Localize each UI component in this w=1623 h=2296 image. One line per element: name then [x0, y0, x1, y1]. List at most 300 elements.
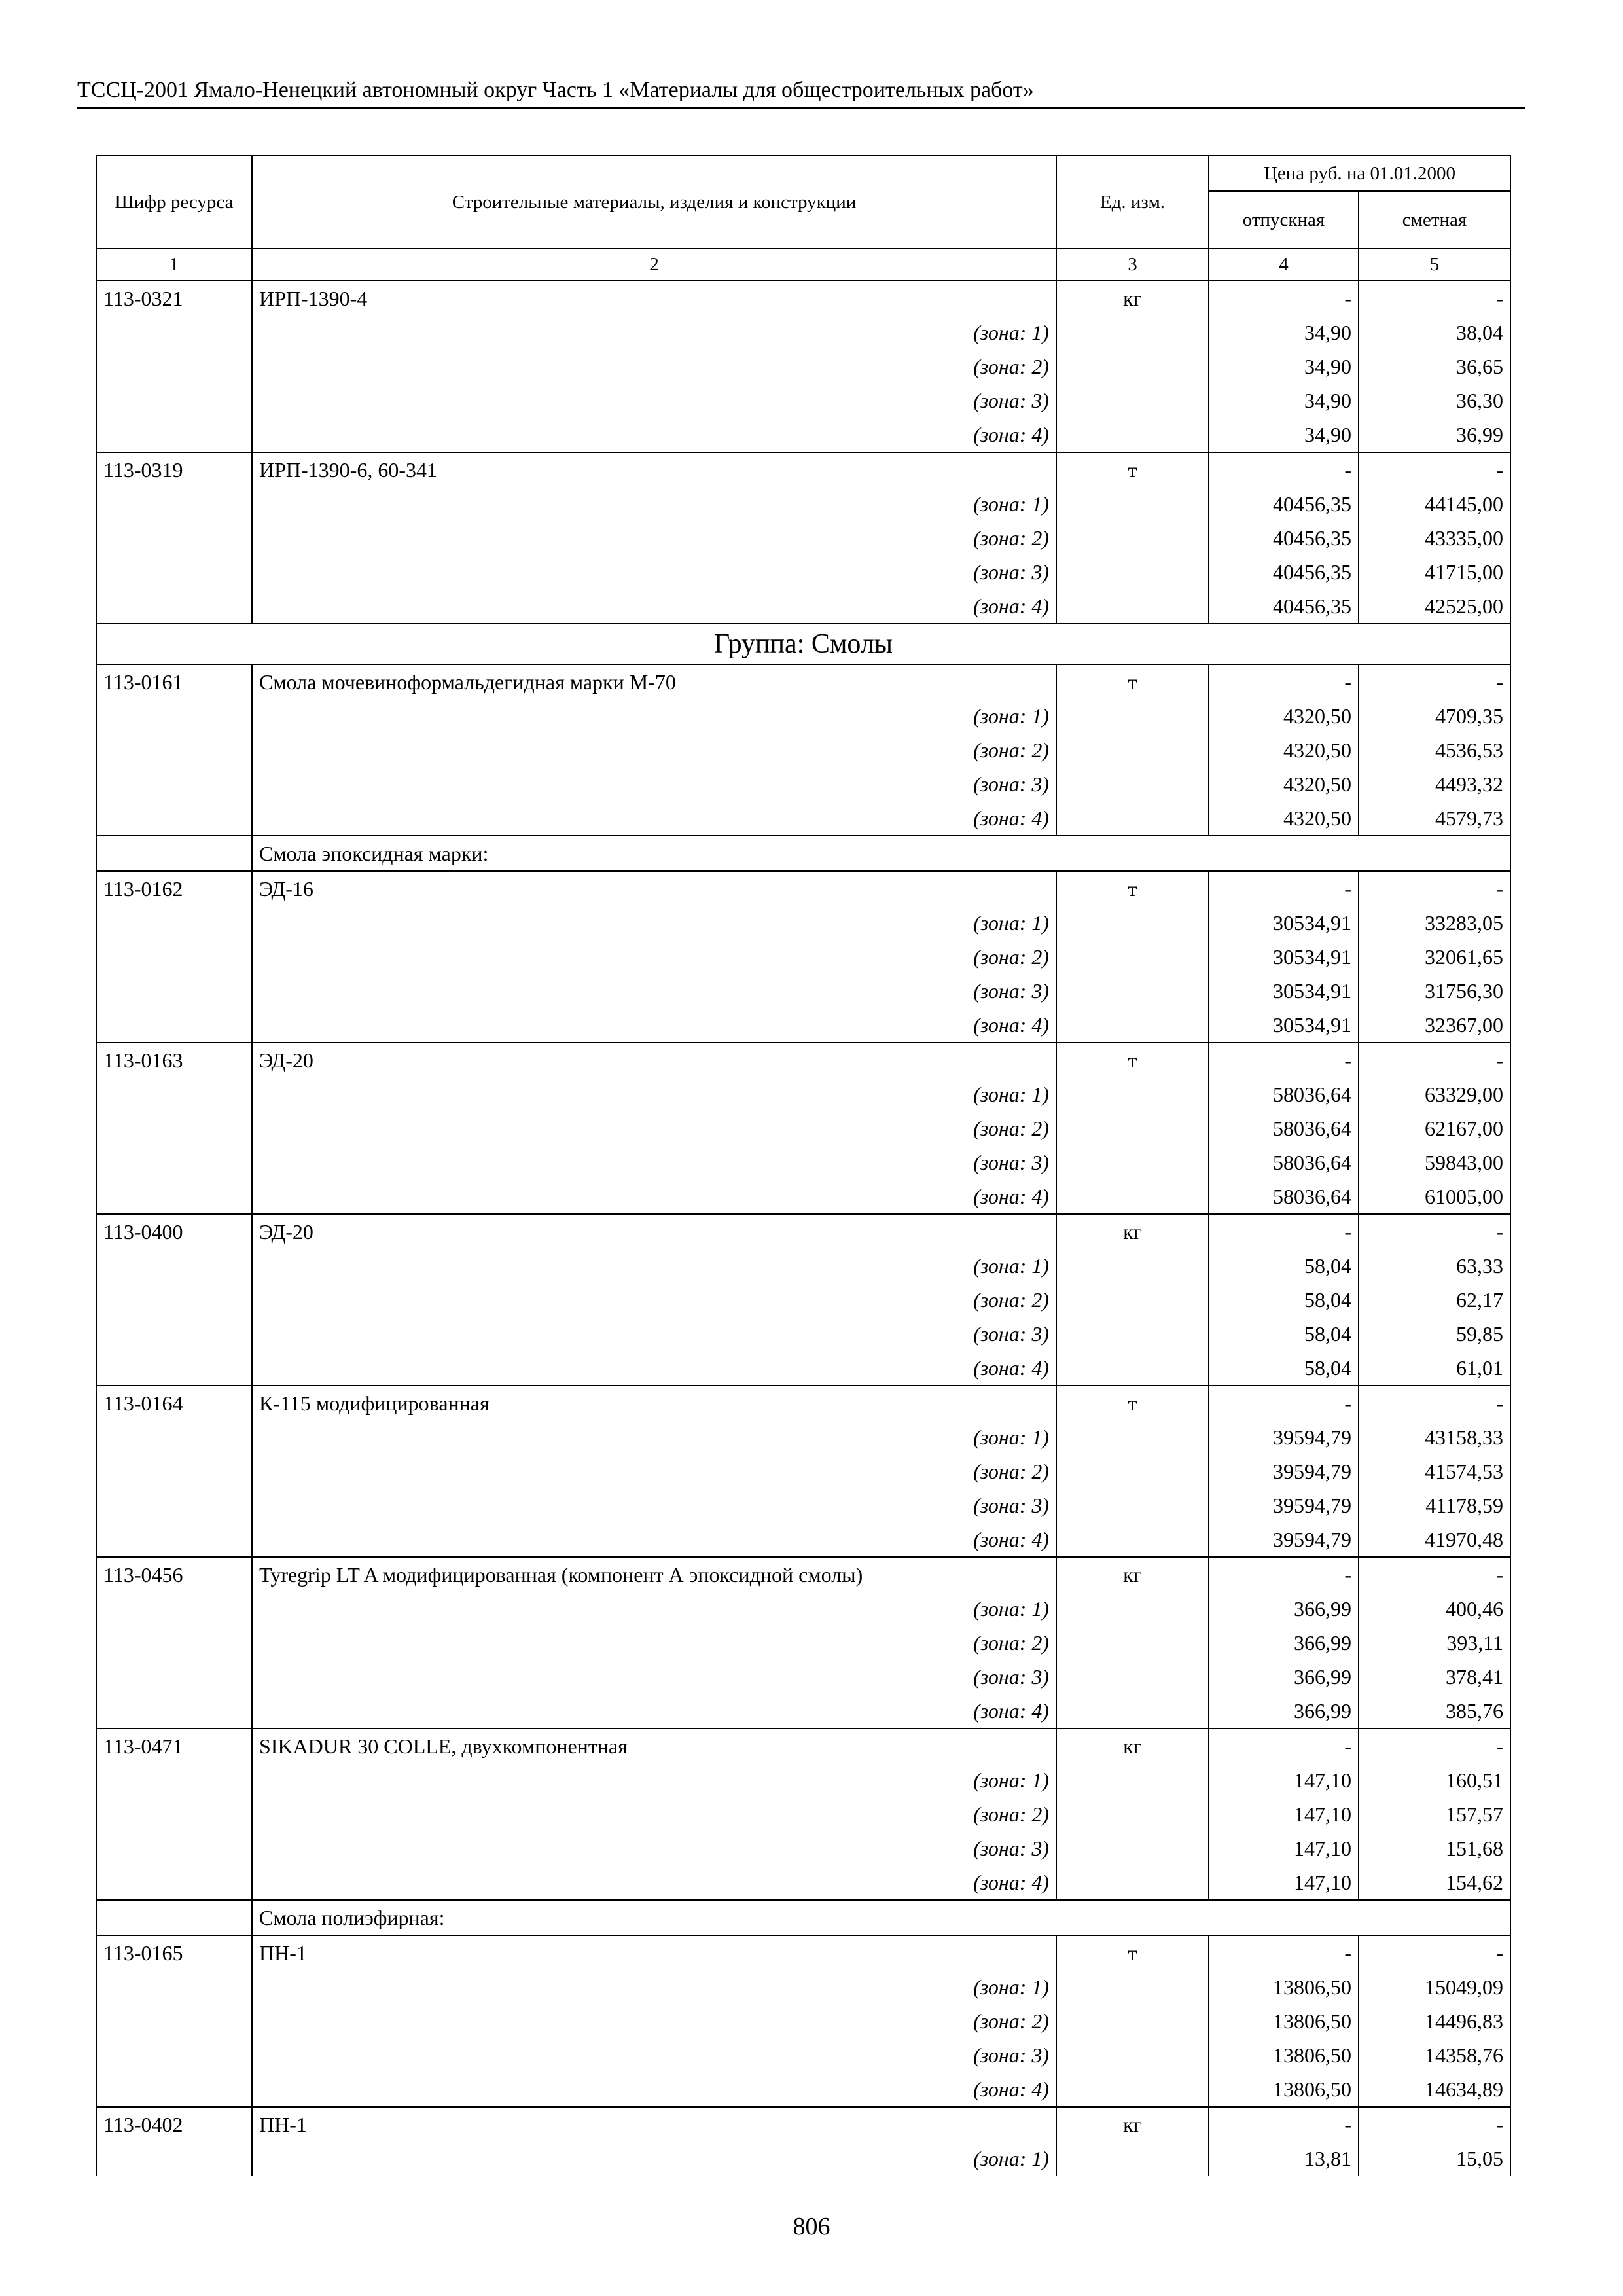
item-row	[96, 1214, 1510, 1249]
release-price: 147,10	[1209, 1865, 1359, 1900]
zone-unit-cell	[1056, 350, 1209, 384]
zone-row	[96, 767, 1510, 801]
col-header-estimate: сметная	[1359, 191, 1510, 249]
zone-row	[96, 733, 1510, 767]
estimate-price: -	[1359, 1386, 1510, 1420]
release-price: 30534,91	[1209, 940, 1359, 974]
col-header-code: Шифр ресурса	[96, 156, 252, 249]
release-price: 40456,35	[1209, 589, 1359, 624]
zone-label: (зона: 2)	[252, 940, 1056, 974]
zone-unit-cell	[1056, 1865, 1209, 1900]
estimate-price: -	[1359, 2107, 1510, 2142]
estimate-price: 4579,73	[1359, 801, 1510, 836]
zone-code-cell	[96, 1008, 252, 1043]
zone-unit-cell	[1056, 733, 1209, 767]
estimate-price: 393,11	[1359, 1626, 1510, 1660]
zone-code-cell	[96, 1797, 252, 1831]
item-row	[96, 281, 1510, 315]
zone-code-cell	[96, 384, 252, 418]
estimate-price: 41178,59	[1359, 1488, 1510, 1522]
zone-code-cell	[96, 1660, 252, 1694]
zone-label: (зона: 1)	[252, 1249, 1056, 1283]
zone-code-cell	[96, 1077, 252, 1111]
estimate-price: 14358,76	[1359, 2038, 1510, 2072]
zone-unit-cell	[1056, 1694, 1209, 1729]
resource-code: 113-0471	[96, 1729, 252, 1763]
zone-unit-cell	[1056, 2038, 1209, 2072]
page-number: 806	[793, 2213, 830, 2240]
zone-label: (зона: 2)	[252, 1454, 1056, 1488]
release-price: -	[1209, 452, 1359, 487]
release-price: -	[1209, 1557, 1359, 1592]
zone-unit-cell	[1056, 1179, 1209, 1214]
zone-code-cell	[96, 1626, 252, 1660]
zone-code-cell	[96, 767, 252, 801]
estimate-price: 61005,00	[1359, 1179, 1510, 1214]
zone-code-cell	[96, 2004, 252, 2038]
estimate-price: 42525,00	[1359, 589, 1510, 624]
estimate-price: 154,62	[1359, 1865, 1510, 1900]
zone-row	[96, 801, 1510, 836]
zone-unit-cell	[1056, 1488, 1209, 1522]
zone-code-cell	[96, 1283, 252, 1317]
subheading-row	[96, 836, 1510, 871]
material-name: К-115 модифицированная	[252, 1386, 1056, 1420]
zone-unit-cell	[1056, 2142, 1209, 2176]
zone-label: (зона: 4)	[252, 801, 1056, 836]
estimate-price: 62,17	[1359, 1283, 1510, 1317]
unit: кг	[1056, 281, 1209, 315]
release-price: 4320,50	[1209, 699, 1359, 733]
subheading-label: Смола полиэфирная:	[252, 1900, 1510, 1935]
zone-code-cell	[96, 350, 252, 384]
estimate-price: -	[1359, 1935, 1510, 1970]
zone-row	[96, 2142, 1510, 2176]
zone-row	[96, 315, 1510, 350]
material-name: SIKADUR 30 COLLE, двухкомпонентная	[252, 1729, 1056, 1763]
release-price: 366,99	[1209, 1660, 1359, 1694]
resource-code: 113-0165	[96, 1935, 252, 1970]
zone-code-cell	[96, 1694, 252, 1729]
release-price: 34,90	[1209, 350, 1359, 384]
zone-unit-cell	[1056, 1626, 1209, 1660]
unit: т	[1056, 1043, 1209, 1077]
release-price: 147,10	[1209, 1831, 1359, 1865]
release-price: 58036,64	[1209, 1145, 1359, 1179]
zone-code-cell	[96, 940, 252, 974]
col-number: 4	[1209, 249, 1359, 281]
material-name: ЭД-20	[252, 1214, 1056, 1249]
estimate-price: -	[1359, 1043, 1510, 1077]
table-body	[96, 281, 1510, 2176]
zone-row	[96, 1763, 1510, 1797]
zone-label: (зона: 3)	[252, 2038, 1056, 2072]
zone-code-cell	[96, 906, 252, 940]
zone-row	[96, 1420, 1510, 1454]
estimate-price: 44145,00	[1359, 487, 1510, 521]
zone-label: (зона: 1)	[252, 1077, 1056, 1111]
release-price: 366,99	[1209, 1592, 1359, 1626]
estimate-price: 4709,35	[1359, 699, 1510, 733]
release-price: 34,90	[1209, 384, 1359, 418]
estimate-price: -	[1359, 1214, 1510, 1249]
zone-unit-cell	[1056, 1522, 1209, 1557]
zone-label: (зона: 1)	[252, 2142, 1056, 2176]
zone-row	[96, 384, 1510, 418]
estimate-price: 61,01	[1359, 1351, 1510, 1386]
item-row	[96, 664, 1510, 699]
zone-code-cell	[96, 1763, 252, 1797]
zone-label: (зона: 2)	[252, 1283, 1056, 1317]
zone-label: (зона: 2)	[252, 1111, 1056, 1145]
release-price: -	[1209, 1214, 1359, 1249]
estimate-price: 4536,53	[1359, 733, 1510, 767]
zone-row	[96, 1831, 1510, 1865]
release-price: 147,10	[1209, 1797, 1359, 1831]
zone-code-cell	[96, 1317, 252, 1351]
unit: кг	[1056, 1214, 1209, 1249]
zone-row	[96, 2038, 1510, 2072]
zone-unit-cell	[1056, 1145, 1209, 1179]
release-price: -	[1209, 1729, 1359, 1763]
zone-row	[96, 1660, 1510, 1694]
zone-unit-cell	[1056, 1111, 1209, 1145]
release-price: 13806,50	[1209, 1970, 1359, 2004]
zone-label: (зона: 2)	[252, 1797, 1056, 1831]
zone-row	[96, 1970, 1510, 2004]
estimate-price: -	[1359, 281, 1510, 315]
zone-label: (зона: 1)	[252, 1970, 1056, 2004]
zone-unit-cell	[1056, 1763, 1209, 1797]
col-number: 2	[252, 249, 1056, 281]
release-price: 40456,35	[1209, 487, 1359, 521]
material-name: ЭД-20	[252, 1043, 1056, 1077]
zone-label: (зона: 4)	[252, 1008, 1056, 1043]
release-price: 40456,35	[1209, 555, 1359, 589]
unit: т	[1056, 1386, 1209, 1420]
resource-code: 113-0402	[96, 2107, 252, 2142]
unit: кг	[1056, 1557, 1209, 1592]
release-price: 13,81	[1209, 2142, 1359, 2176]
zone-code-cell	[96, 1179, 252, 1214]
zone-code-cell	[96, 1488, 252, 1522]
estimate-price: 36,65	[1359, 350, 1510, 384]
unit: т	[1056, 871, 1209, 906]
zone-row	[96, 1283, 1510, 1317]
zone-code-cell	[96, 974, 252, 1008]
col-number: 3	[1056, 249, 1209, 281]
zone-label: (зона: 2)	[252, 521, 1056, 555]
zone-unit-cell	[1056, 940, 1209, 974]
estimate-price: 41574,53	[1359, 1454, 1510, 1488]
zone-code-cell	[96, 589, 252, 624]
item-row	[96, 452, 1510, 487]
zone-unit-cell	[1056, 418, 1209, 452]
subheading-code-cell	[96, 836, 252, 871]
release-price: 30534,91	[1209, 1008, 1359, 1043]
zone-code-cell	[96, 733, 252, 767]
item-row	[96, 1043, 1510, 1077]
zone-unit-cell	[1056, 1283, 1209, 1317]
zone-label: (зона: 3)	[252, 555, 1056, 589]
zone-row	[96, 1592, 1510, 1626]
release-price: 39594,79	[1209, 1454, 1359, 1488]
unit: кг	[1056, 1729, 1209, 1763]
zone-label: (зона: 3)	[252, 1145, 1056, 1179]
item-row	[96, 1557, 1510, 1592]
estimate-price: 41715,00	[1359, 555, 1510, 589]
estimate-price: 63329,00	[1359, 1077, 1510, 1111]
col-number: 5	[1359, 249, 1510, 281]
estimate-price: 36,30	[1359, 384, 1510, 418]
zone-unit-cell	[1056, 1008, 1209, 1043]
estimate-price: 32061,65	[1359, 940, 1510, 974]
estimate-price: 157,57	[1359, 1797, 1510, 1831]
zone-label: (зона: 2)	[252, 733, 1056, 767]
zone-unit-cell	[1056, 767, 1209, 801]
release-price: 366,99	[1209, 1626, 1359, 1660]
zone-row	[96, 1111, 1510, 1145]
release-price: -	[1209, 1386, 1359, 1420]
estimate-price: -	[1359, 1729, 1510, 1763]
estimate-price: 36,99	[1359, 418, 1510, 452]
estimate-price: 14496,83	[1359, 2004, 1510, 2038]
zone-unit-cell	[1056, 1317, 1209, 1351]
zone-label: (зона: 3)	[252, 1660, 1056, 1694]
release-price: 34,90	[1209, 315, 1359, 350]
zone-label: (зона: 4)	[252, 1865, 1056, 1900]
estimate-price: 31756,30	[1359, 974, 1510, 1008]
estimate-price: 33283,05	[1359, 906, 1510, 940]
release-price: 147,10	[1209, 1763, 1359, 1797]
zone-label: (зона: 2)	[252, 350, 1056, 384]
zone-unit-cell	[1056, 555, 1209, 589]
zone-code-cell	[96, 699, 252, 733]
material-name: ИРП-1390-4	[252, 281, 1056, 315]
estimate-price: 62167,00	[1359, 1111, 1510, 1145]
subheading-code-cell	[96, 1900, 252, 1935]
zone-unit-cell	[1056, 906, 1209, 940]
estimate-price: 59843,00	[1359, 1145, 1510, 1179]
release-price: 39594,79	[1209, 1522, 1359, 1557]
zone-row	[96, 1797, 1510, 1831]
unit: т	[1056, 664, 1209, 699]
zone-row	[96, 1488, 1510, 1522]
release-price: 39594,79	[1209, 1488, 1359, 1522]
release-price: 13806,50	[1209, 2038, 1359, 2072]
zone-label: (зона: 1)	[252, 487, 1056, 521]
estimate-price: 15,05	[1359, 2142, 1510, 2176]
release-price: -	[1209, 2107, 1359, 2142]
zone-label: (зона: 3)	[252, 767, 1056, 801]
zone-row	[96, 2072, 1510, 2107]
release-price: 58036,64	[1209, 1077, 1359, 1111]
zone-code-cell	[96, 2072, 252, 2107]
material-name: ПН-1	[252, 2107, 1056, 2142]
zone-unit-cell	[1056, 1970, 1209, 2004]
estimate-price: 15049,09	[1359, 1970, 1510, 2004]
estimate-price: 32367,00	[1359, 1008, 1510, 1043]
release-price: 39594,79	[1209, 1420, 1359, 1454]
zone-row	[96, 1249, 1510, 1283]
zone-label: (зона: 3)	[252, 384, 1056, 418]
group-heading: Группа: Смолы	[96, 624, 1510, 664]
zone-code-cell	[96, 418, 252, 452]
col-header-unit: Ед. изм.	[1056, 156, 1209, 249]
estimate-price: 38,04	[1359, 315, 1510, 350]
zone-label: (зона: 4)	[252, 2072, 1056, 2107]
release-price: 30534,91	[1209, 974, 1359, 1008]
release-price: -	[1209, 1935, 1359, 1970]
zone-label: (зона: 1)	[252, 906, 1056, 940]
zone-row	[96, 418, 1510, 452]
col-number: 1	[96, 249, 252, 281]
zone-label: (зона: 1)	[252, 699, 1056, 733]
zone-code-cell	[96, 555, 252, 589]
zone-label: (зона: 4)	[252, 1179, 1056, 1214]
zone-row	[96, 1317, 1510, 1351]
zone-code-cell	[96, 1454, 252, 1488]
zone-code-cell	[96, 801, 252, 836]
zone-label: (зона: 3)	[252, 1488, 1056, 1522]
zone-row	[96, 1351, 1510, 1386]
zone-unit-cell	[1056, 1592, 1209, 1626]
zone-label: (зона: 2)	[252, 1626, 1056, 1660]
zone-unit-cell	[1056, 1420, 1209, 1454]
resource-code: 113-0164	[96, 1386, 252, 1420]
item-row	[96, 1935, 1510, 1970]
material-name: ПН-1	[252, 1935, 1056, 1970]
zone-label: (зона: 4)	[252, 1694, 1056, 1729]
zone-unit-cell	[1056, 2004, 1209, 2038]
group-heading-row	[96, 624, 1510, 664]
zone-row	[96, 1626, 1510, 1660]
zone-label: (зона: 3)	[252, 1317, 1056, 1351]
zone-unit-cell	[1056, 1660, 1209, 1694]
zone-label: (зона: 1)	[252, 315, 1056, 350]
zone-row	[96, 1454, 1510, 1488]
estimate-price: 385,76	[1359, 1694, 1510, 1729]
zone-unit-cell	[1056, 1454, 1209, 1488]
release-price: 4320,50	[1209, 733, 1359, 767]
zone-row	[96, 1865, 1510, 1900]
zone-code-cell	[96, 1592, 252, 1626]
zone-label: (зона: 1)	[252, 1763, 1056, 1797]
estimate-price: 43158,33	[1359, 1420, 1510, 1454]
zone-label: (зона: 3)	[252, 1831, 1056, 1865]
release-price: 58,04	[1209, 1283, 1359, 1317]
zone-row	[96, 589, 1510, 624]
subheading-row	[96, 1900, 1510, 1935]
estimate-price: 400,46	[1359, 1592, 1510, 1626]
release-price: 34,90	[1209, 418, 1359, 452]
price-table	[96, 155, 1511, 2176]
estimate-price: 59,85	[1359, 1317, 1510, 1351]
estimate-price: 160,51	[1359, 1763, 1510, 1797]
zone-code-cell	[96, 1145, 252, 1179]
zone-label: (зона: 1)	[252, 1420, 1056, 1454]
zone-unit-cell	[1056, 315, 1209, 350]
unit: т	[1056, 1935, 1209, 1970]
estimate-price: 14634,89	[1359, 2072, 1510, 2107]
zone-row	[96, 487, 1510, 521]
zone-unit-cell	[1056, 384, 1209, 418]
estimate-price: -	[1359, 871, 1510, 906]
zone-label: (зона: 1)	[252, 1592, 1056, 1626]
material-name: Смола мочевиноформальдегидная марки М-70	[252, 664, 1056, 699]
release-price: -	[1209, 1043, 1359, 1077]
zone-code-cell	[96, 315, 252, 350]
zone-code-cell	[96, 521, 252, 555]
resource-code: 113-0161	[96, 664, 252, 699]
zone-unit-cell	[1056, 801, 1209, 836]
zone-unit-cell	[1056, 974, 1209, 1008]
estimate-price: 378,41	[1359, 1660, 1510, 1694]
zone-code-cell	[96, 1970, 252, 2004]
zone-label: (зона: 4)	[252, 1522, 1056, 1557]
release-price: 58,04	[1209, 1351, 1359, 1386]
zone-label: (зона: 2)	[252, 2004, 1056, 2038]
material-name: ЭД-16	[252, 871, 1056, 906]
zone-row	[96, 2004, 1510, 2038]
zone-row	[96, 940, 1510, 974]
estimate-price: 43335,00	[1359, 521, 1510, 555]
zone-unit-cell	[1056, 1077, 1209, 1111]
zone-row	[96, 350, 1510, 384]
estimate-price: -	[1359, 664, 1510, 699]
zone-row	[96, 1179, 1510, 1214]
release-price: 58036,64	[1209, 1111, 1359, 1145]
item-row	[96, 871, 1510, 906]
unit: кг	[1056, 2107, 1209, 2142]
zone-unit-cell	[1056, 1249, 1209, 1283]
material-name: ИРП-1390-6, 60-341	[252, 452, 1056, 487]
release-price: -	[1209, 871, 1359, 906]
release-price: 58036,64	[1209, 1179, 1359, 1214]
zone-row	[96, 906, 1510, 940]
zone-code-cell	[96, 487, 252, 521]
release-price: 13806,50	[1209, 2004, 1359, 2038]
col-header-price-group: Цена руб. на 01.01.2000	[1209, 156, 1510, 191]
zone-code-cell	[96, 1420, 252, 1454]
item-row	[96, 2107, 1510, 2142]
estimate-price: 151,68	[1359, 1831, 1510, 1865]
col-header-release: отпускная	[1209, 191, 1359, 249]
zone-row	[96, 521, 1510, 555]
release-price: -	[1209, 281, 1359, 315]
zone-unit-cell	[1056, 1831, 1209, 1865]
release-price: 4320,50	[1209, 801, 1359, 836]
estimate-price: -	[1359, 452, 1510, 487]
zone-unit-cell	[1056, 2072, 1209, 2107]
resource-code: 113-0162	[96, 871, 252, 906]
zone-row	[96, 1145, 1510, 1179]
release-price: -	[1209, 664, 1359, 699]
zone-label: (зона: 4)	[252, 589, 1056, 624]
zone-code-cell	[96, 1249, 252, 1283]
estimate-price: 4493,32	[1359, 767, 1510, 801]
resource-code: 113-0456	[96, 1557, 252, 1592]
zone-unit-cell	[1056, 1351, 1209, 1386]
zone-label: (зона: 3)	[252, 974, 1056, 1008]
resource-code: 113-0319	[96, 452, 252, 487]
zone-label: (зона: 4)	[252, 1351, 1056, 1386]
page-header: ТССЦ-2001 Ямало-Ненецкий автономный округ Часть 1 «Материалы для общестроительных работ»	[77, 73, 1525, 109]
zone-code-cell	[96, 1831, 252, 1865]
zone-label: (зона: 4)	[252, 418, 1056, 452]
release-price: 13806,50	[1209, 2072, 1359, 2107]
material-name: Tyregrip LT A модифицированная (компонент А эпоксидной смолы)	[252, 1557, 1056, 1592]
